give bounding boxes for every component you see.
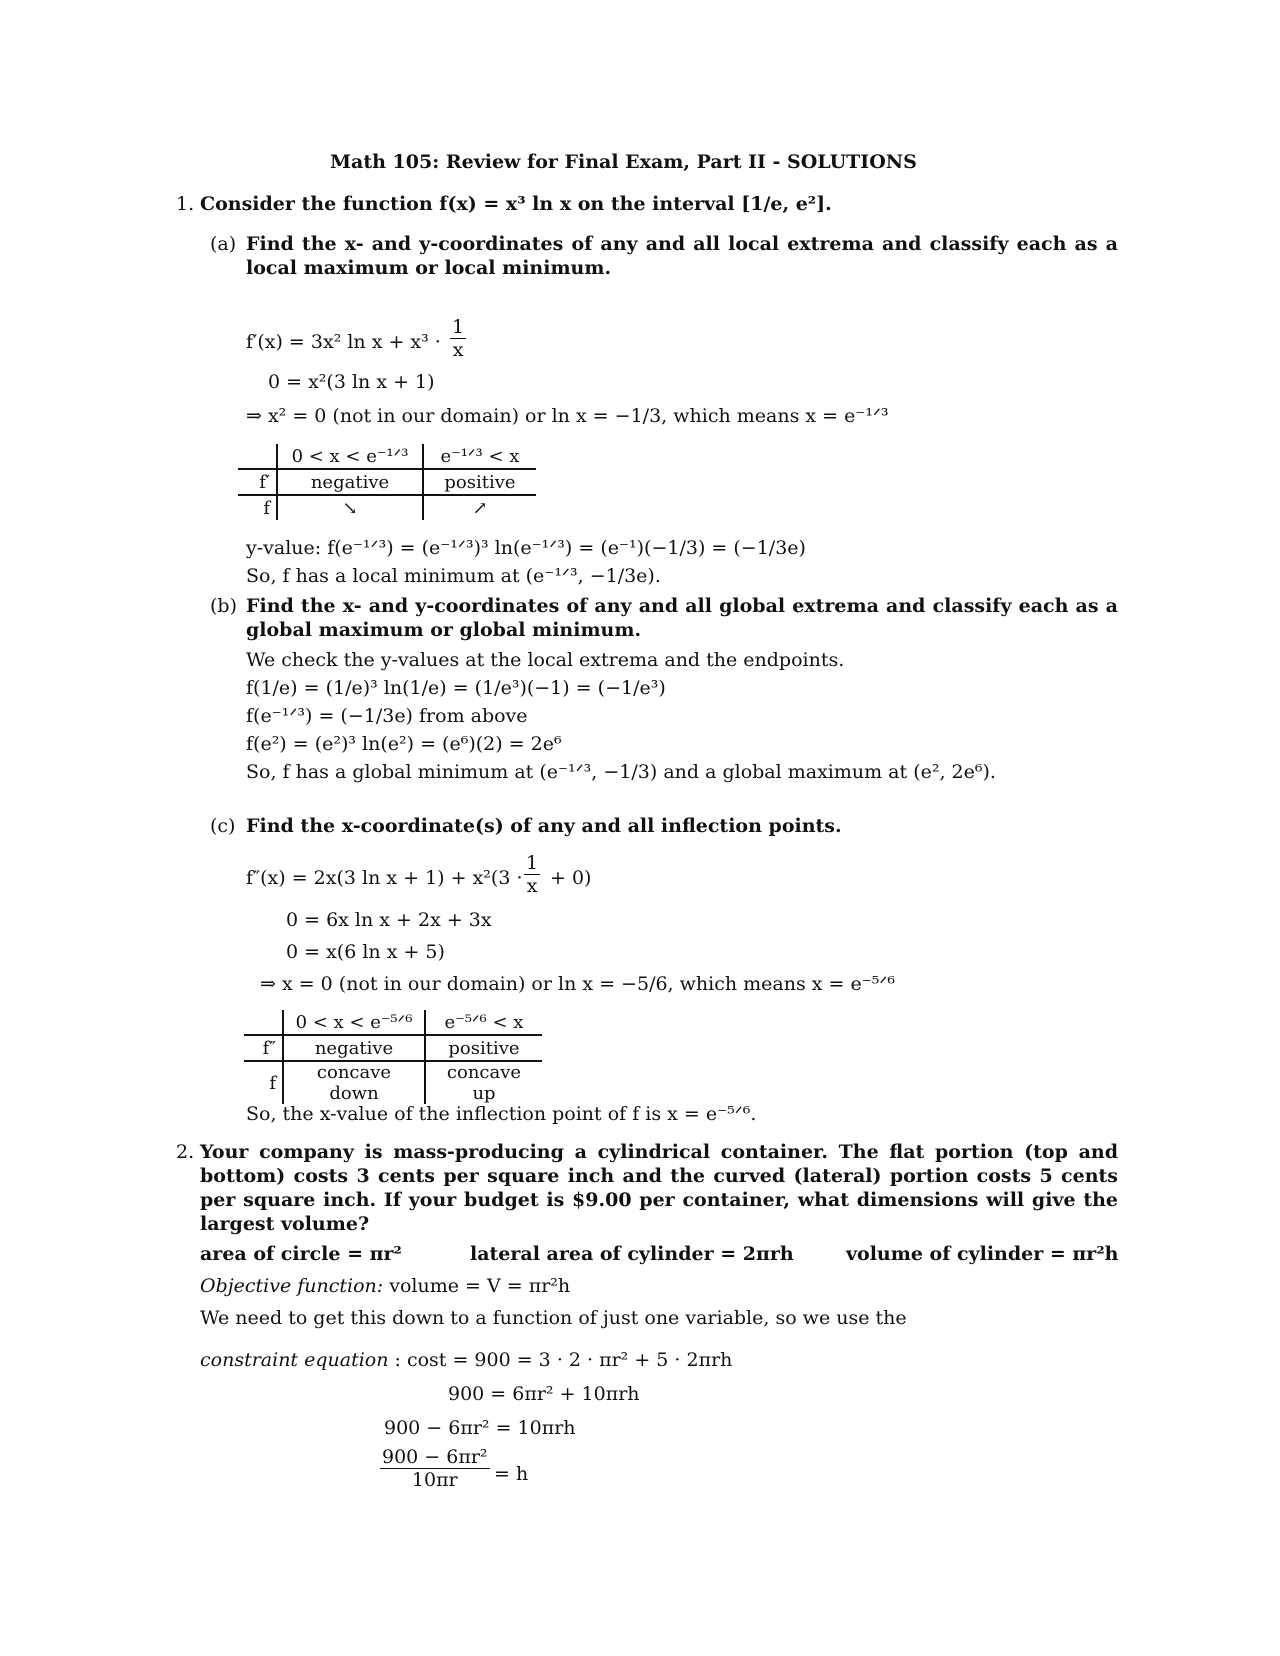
part-c-line-2: 0 = 6x ln x + 2x + 3x	[286, 909, 492, 931]
part-b-question: Find the x- and y-coordinates of any and all global extrema and classify each as a global maximum or global minimum.	[246, 595, 1118, 641]
part-b-line-3: f(e⁻¹ᐟ³) = (−1/3e) from above	[246, 705, 528, 727]
part-c-sign-chart	[244, 1010, 542, 1104]
formula-lateral-area: lateral area of cylinder = 2πrh	[470, 1243, 794, 1265]
part-c-conclusion: So, the x-value of the inflection point of f is x = e⁻⁵ᐟ⁶.	[246, 1103, 757, 1125]
decreasing-arrow-icon: ↘	[277, 495, 423, 520]
part-c-line-4: ⇒ x = 0 (not in our domain) or ln x = −5/6, which means x = e⁻⁵ᐟ⁶	[260, 973, 896, 995]
constraint-equation: : cost = 900 = 3 · 2 · πr² + 5 · 2πrh	[394, 1349, 733, 1371]
increasing-arrow-icon: ↗	[472, 497, 488, 519]
sign-chart-row-1-label: f″	[244, 1035, 283, 1061]
part-a-conclusion: So, f has a local minimum at (e⁻¹ᐟ³, −1/3e).	[246, 565, 661, 587]
part-b-line-4: f(e²) = (e²)³ ln(e²) = (e⁶)(2) = 2e⁶	[246, 733, 562, 755]
sign-chart-header-1: 0 < x < e⁻¹ᐟ³	[277, 444, 423, 469]
objective-value: volume = V = πr²h	[389, 1275, 571, 1297]
sign-chart-row-1-label: f′	[238, 469, 277, 495]
page-title: Math 105: Review for Final Exam, Part II - SOLUTIONS	[330, 151, 917, 173]
constraint-label: constraint equation	[200, 1349, 389, 1371]
part-c-second-derivative: f″(x) = 2x(3 ln x + 1) + x²(3 ·	[246, 867, 523, 889]
sign-chart-row-2-label: f	[238, 495, 277, 520]
constraint-line-1	[200, 1348, 732, 1372]
part-a-question: Find the x- and y-coordinates of any and all local extrema and classify each as a local maximum or local minimum.	[246, 233, 1118, 279]
sign-chart-row-1-cell-1: negative	[283, 1035, 425, 1061]
objective-function	[200, 1274, 570, 1298]
part-c-label: (c)	[210, 815, 236, 837]
part-a-label: (a)	[210, 233, 237, 255]
part-b-label: (b)	[210, 595, 237, 617]
sign-chart-corner	[238, 444, 277, 469]
sign-chart-header-2: e⁻⁵ᐟ⁶ < x	[425, 1010, 542, 1035]
problem-2-number: 2.	[176, 1141, 195, 1163]
one-variable-note: We need to get this down to a function of just one variable, so we use the	[200, 1307, 907, 1329]
constraint-fraction	[380, 1446, 490, 1491]
part-a-derivative: f′(x) = 3x² ln x + x³ ·	[246, 331, 441, 353]
part-a-line-2: 0 = x²(3 ln x + 1)	[268, 371, 435, 393]
part-c-line-3: 0 = x(6 ln x + 5)	[286, 941, 445, 963]
constraint-line-2: 900 = 6πr² + 10πrh	[448, 1383, 640, 1405]
fraction-denominator: x	[524, 874, 540, 897]
fraction-numerator: 1	[526, 852, 539, 874]
part-c-derivative-fraction	[524, 852, 540, 897]
constraint-fraction-rhs: = h	[494, 1463, 529, 1485]
fraction-numerator: 900 − 6πr²	[382, 1446, 488, 1468]
sign-chart-row-1-cell-2: positive	[423, 469, 536, 495]
problem-1-prompt: Consider the function f(x) = x³ ln x on the interval [1/e, e²].	[200, 193, 832, 215]
problem-1-number: 1.	[176, 193, 195, 215]
sign-chart-header-1: 0 < x < e⁻⁵ᐟ⁶	[283, 1010, 425, 1035]
sign-chart-row-2-label: f	[244, 1061, 283, 1104]
fraction-denominator: 10πr	[380, 1468, 490, 1491]
sign-chart-corner	[244, 1010, 283, 1035]
part-c-question: Find the x-coordinate(s) of any and all inflection points.	[246, 815, 842, 837]
sign-chart-header-2: e⁻¹ᐟ³ < x	[423, 444, 536, 469]
sign-chart-row-2-cell-2: concave up	[446, 1062, 522, 1104]
sign-chart-row-2-cell-1: concave down	[283, 1061, 425, 1104]
fraction-numerator: 1	[452, 316, 465, 338]
part-b-line-2: f(1/e) = (1/e)³ ln(1/e) = (1/e³)(−1) = (−1/e³)	[246, 677, 666, 699]
sign-chart-row-1-cell-2: positive	[425, 1035, 542, 1061]
part-a-line-3: ⇒ x² = 0 (not in our domain) or ln x = −1/3, which means x = e⁻¹ᐟ³	[246, 405, 889, 427]
sign-chart-row-1-cell-1: negative	[277, 469, 423, 495]
problem-2-prompt: Your company is mass-producing a cylindrical container. The flat portion (top and bottom) costs 3 cents per square inch and the curved (lateral) portion costs 5 cents per square inch. If your budget is $9.00 per container, what dimensions will give the largest volume?	[200, 1141, 1118, 1235]
part-b-line-5: So, f has a global minimum at (e⁻¹ᐟ³, −1/3) and a global maximum at (e², 2e⁶).	[246, 761, 996, 783]
part-a-sign-chart	[238, 444, 536, 520]
formula-area-circle: area of circle = πr²	[200, 1243, 402, 1265]
part-a-derivative-fraction	[450, 316, 466, 361]
fraction-denominator: x	[450, 338, 466, 361]
formula-volume: volume of cylinder = πr²h	[846, 1243, 1119, 1265]
constraint-line-3: 900 − 6πr² = 10πrh	[384, 1417, 576, 1439]
part-b-line-1: We check the y-values at the local extrema and the endpoints.	[246, 649, 845, 671]
part-a-y-value: y-value: f(e⁻¹ᐟ³) = (e⁻¹ᐟ³)³ ln(e⁻¹ᐟ³) = (e⁻¹)(−1/3) = (−1/3e)	[246, 537, 806, 559]
objective-label: Objective function:	[200, 1275, 384, 1297]
part-c-second-derivative-end: + 0)	[550, 867, 592, 889]
